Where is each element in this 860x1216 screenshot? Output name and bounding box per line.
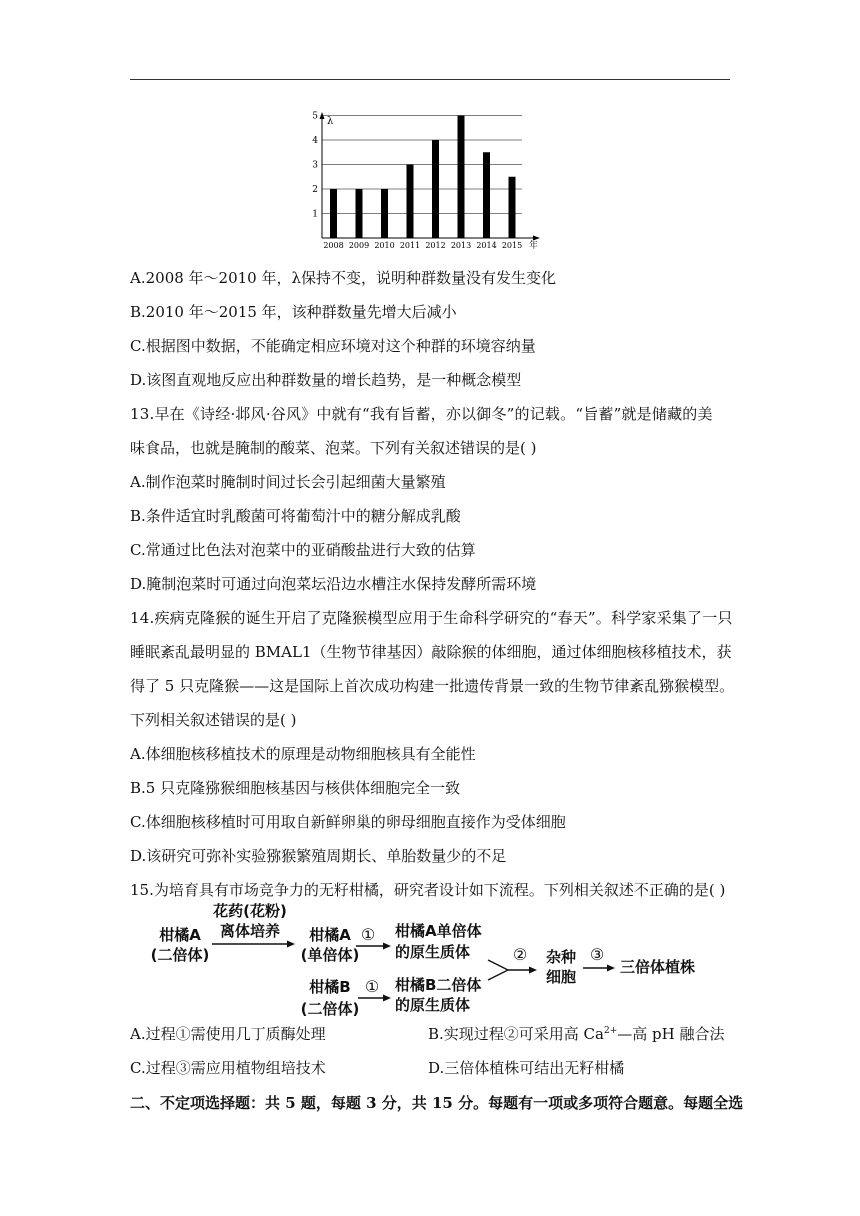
flow-step2-label: ② (512, 945, 528, 964)
q14-stem-line3: 得了 5 只克隆猴——这是国际上首次成功构建一批遗传背景一致的生物节律紊乱猕猴模型。 (130, 677, 735, 695)
q15-option-b-sup: 2+ (603, 1026, 618, 1036)
q15-option-c: C.过程③需应用植物组培技术 (130, 1059, 326, 1077)
lambda-bar-chart (300, 108, 550, 250)
bar-2012 (432, 140, 439, 238)
citrus-breeding-flow-diagram (150, 902, 720, 1042)
y-tick-label: 5 (312, 111, 318, 122)
flow-citrus-a-ploidy: (二倍体) (150, 946, 210, 964)
flow-protoplast-a-line1: 柑橘A单倍体 (395, 922, 482, 940)
flow-citrus-b-label: 柑橘B (309, 978, 351, 996)
x-tick-label: 2010 (374, 241, 395, 250)
q13-option-d: D.腌制泡菜时可通过向泡菜坛沿边水槽注水保持发酵所需环境 (130, 575, 537, 593)
bar-2010 (381, 189, 388, 238)
q14-stem-line4: 下列相关叙述错误的是( ) (130, 711, 297, 729)
y-tick-label: 3 (312, 160, 318, 171)
y-tick-label: 2 (312, 185, 318, 195)
x-tick-label: 2012 (425, 241, 446, 250)
chart-y-ticks (312, 112, 318, 220)
flow-anther-label: 花药(花粉) (213, 902, 287, 920)
flow-haploid-label: 柑橘A (309, 926, 351, 944)
q14-option-a: A.体细胞核移植技术的原理是动物细胞核具有全能性 (130, 745, 476, 763)
y-tick-label: 4 (312, 136, 318, 146)
bar-2015 (509, 177, 516, 238)
flow-citrus-b-ploidy: (二倍体) (300, 1000, 360, 1018)
q15-option-b-pre: B.实现过程②可采用高 Ca (428, 1025, 604, 1043)
bar-2014 (483, 152, 490, 238)
q15-option-a: A.过程①需使用几丁质酶处理 (130, 1025, 326, 1043)
q15-option-b (428, 1024, 725, 1044)
flow-protoplast-b-line2: 的原生质体 (395, 996, 471, 1014)
q15-stem: 15.为培育具有市场竞争力的无籽柑橘，研究者设计如下流程。下列相关叙述不正确的是( ) (130, 881, 726, 899)
q12-option-c: C.根据图中数据，不能确定相应环境对这个种群的环境容纳量 (130, 337, 536, 355)
x-axis-arrow (533, 236, 540, 241)
flow-protoplast-b-line1: 柑橘B二倍体 (395, 976, 482, 994)
x-tick-label: 2009 (348, 241, 370, 250)
q13-stem-line2: 味食品，也就是腌制的酸菜、泡菜。下列有关叙述错误的是( ) (130, 439, 537, 457)
q13-stem-line1: 13.早在《诗经·邶风·谷风》中就有“我有旨蓄，亦以御冬”的记载。“旨蓄”就是储藏的美 (130, 405, 713, 423)
flow-citrus-a-label: 柑橘A (159, 926, 201, 944)
q14-option-c: C.体细胞核移植时可用取自新鲜卵巢的卵母细胞直接作为受体细胞 (130, 813, 566, 831)
q12-option-a: A.2008 年～2010 年，λ保持不变，说明种群数量没有发生变化 (130, 269, 556, 287)
bar-2013 (458, 116, 465, 239)
flow-hybrid-line1: 杂种 (545, 948, 577, 966)
y-tick-label: 1 (312, 209, 318, 220)
q15-option-d: D.三倍体植株可结出无籽柑橘 (428, 1059, 625, 1077)
q13-option-c: C.常通过比色法对泡菜中的亚硝酸盐进行大致的估算 (130, 541, 476, 559)
x-axis-label: 年 (529, 241, 539, 250)
flow-hybrid-line2: 细胞 (545, 968, 577, 986)
q14-stem-line1: 14.疾病克隆猴的诞生开启了克隆猴模型应用于生命科学研究的“春天”。科学家采集了一只 (130, 609, 733, 627)
header-rule (130, 79, 730, 80)
chart-x-ticks (323, 241, 522, 250)
x-tick-label: 2013 (450, 241, 472, 250)
chart-bars (330, 116, 516, 239)
flow-culture-label: 离体培养 (219, 922, 281, 940)
bar-2008 (330, 189, 337, 238)
y-axis-label: λ (327, 116, 334, 127)
chart-gridlines (322, 116, 522, 214)
bar-2009 (356, 189, 363, 238)
flow-haploid-ploidy: (单倍体) (300, 946, 360, 964)
x-tick-label: 2008 (323, 241, 344, 250)
flow-triploid-label: 三倍体植株 (620, 958, 696, 976)
q13-option-b: B.条件适宜时乳酸菌可将葡萄汁中的糖分解成乳酸 (130, 507, 461, 525)
flow-step3-label: ③ (589, 945, 605, 964)
q14-option-b: B.5 只克隆猕猴细胞核基因与核供体细胞完全一致 (130, 779, 461, 797)
flow-step1-top-label: ① (360, 925, 376, 944)
x-tick-label: 2015 (501, 241, 523, 250)
flow-merge-bracket (488, 960, 508, 980)
q15-option-b-post: —高 pH 融合法 (617, 1025, 725, 1043)
q12-option-d: D.该图直观地反应出种群数量的增长趋势，是一种概念模型 (130, 371, 522, 389)
x-tick-label: 2014 (476, 241, 497, 250)
q14-option-d: D.该研究可弥补实验猕猴繁殖周期长、单胎数量少的不足 (130, 847, 507, 865)
flow-step1-bottom-label: ① (364, 977, 380, 996)
q12-option-b: B.2010 年～2015 年，该种群数量先增大后减小 (130, 303, 457, 321)
x-tick-label: 2011 (399, 241, 421, 250)
q14-stem-line2: 睡眠紊乱最明显的 BMAL1（生物节律基因）敲除猴的体细胞，通过体细胞核移植技术，获 (130, 643, 732, 661)
bar-2011 (407, 165, 414, 239)
section2-heading: 二、不定项选择题：共 5 题，每题 3 分，共 15 分。每题有一项或多项符合题意。每题全选 (130, 1094, 744, 1112)
q13-option-a: A.制作泡菜时腌制时间过长会引起细菌大量繁殖 (130, 473, 446, 491)
flow-protoplast-a-line2: 的原生质体 (395, 943, 471, 961)
